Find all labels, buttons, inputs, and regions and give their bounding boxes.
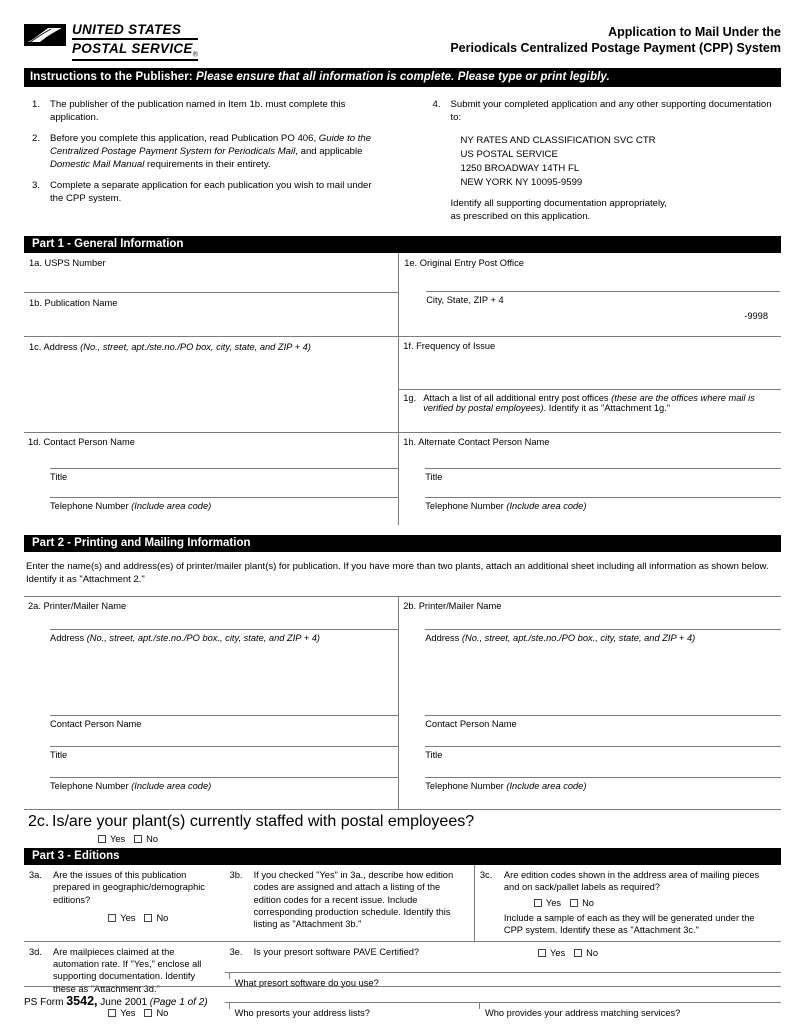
footer-prefix: PS Form bbox=[24, 997, 67, 1008]
field-2c-yes-no[interactable] bbox=[24, 831, 781, 848]
field-3a-geographic-editions[interactable] bbox=[24, 865, 225, 941]
instruction-1-number: 1. bbox=[31, 99, 40, 111]
field-3e-yes-no-cell[interactable] bbox=[475, 942, 781, 960]
instruction-3-text: Complete a separate application for each publication you wish to mail under the CPP system. bbox=[50, 179, 372, 204]
field-3a-number: 3a. bbox=[29, 869, 42, 880]
field-3b-text: If you checked "Yes" in 3a., describe how edition codes are assigned and attach a listing of the edition codes for a recent issue. Include corresponding production schedule. Identify this listing as "Attachment 3b." bbox=[253, 869, 454, 930]
field-2b-contact-label[interactable]: Contact Person Name bbox=[425, 718, 517, 729]
field-1f-1g-group bbox=[399, 337, 781, 433]
field-3b-row bbox=[226, 866, 473, 931]
field-1d-title-label[interactable]: Title bbox=[50, 472, 68, 483]
field-2c-row bbox=[24, 810, 781, 831]
field-3e-yes-label: Yes bbox=[549, 947, 566, 958]
field-1d-phone-label[interactable]: Telephone Number (Include area code) bbox=[50, 501, 212, 512]
field-2b-phone-label[interactable]: Telephone Number (Include area code) bbox=[425, 780, 587, 791]
form-title-line-2: Periodicals Centralized Postage Payment (CPP) System bbox=[450, 41, 781, 55]
field-3e-no-checkbox[interactable] bbox=[574, 949, 582, 957]
instructions-banner bbox=[24, 68, 781, 87]
instruction-4-text: Submit your completed application and any other supporting documentation to: bbox=[450, 99, 772, 124]
field-2b-title-label[interactable]: Title bbox=[425, 749, 443, 760]
field-2c-yes-checkbox[interactable] bbox=[98, 835, 106, 843]
identify-note bbox=[451, 198, 782, 224]
field-3d-no-label: No bbox=[156, 1008, 169, 1019]
part2-table bbox=[24, 596, 781, 809]
field-2a-label: 2a. Printer/Mailer Name bbox=[28, 600, 127, 611]
page-header bbox=[24, 22, 781, 61]
field-3c-yes-checkbox[interactable] bbox=[534, 899, 542, 907]
field-3d-no-checkbox[interactable] bbox=[144, 1009, 152, 1017]
instruction-item-1 bbox=[24, 99, 381, 125]
field-3a-no-checkbox[interactable] bbox=[144, 914, 152, 922]
instruction-item-4 bbox=[425, 99, 782, 125]
field-1h-alternate-contact-person[interactable] bbox=[399, 433, 781, 526]
field-2c-no-checkbox[interactable] bbox=[134, 835, 142, 843]
field-1a-usps-number[interactable] bbox=[24, 253, 399, 293]
field-3e-presorter-label: Who presorts your address lists? bbox=[234, 1007, 370, 1018]
usps-eagle-icon bbox=[24, 23, 66, 49]
instructions-banner-emphasis: Please ensure that all information is complete. Please type or print legibly. bbox=[196, 71, 610, 84]
field-3d-yes-checkbox[interactable] bbox=[108, 1009, 116, 1017]
field-3a-yes-no[interactable] bbox=[25, 906, 224, 924]
field-1d-label: 1d. Contact Person Name bbox=[28, 437, 135, 448]
submission-address bbox=[461, 134, 782, 190]
field-2a-title-label[interactable]: Title bbox=[50, 749, 68, 760]
field-3c-no-label: No bbox=[582, 897, 594, 908]
field-3a-yes-label: Yes bbox=[120, 912, 136, 923]
identify-note-line-1: Identify all supporting documentation appropriately, bbox=[450, 197, 667, 209]
form-title-line-1: Application to Mail Under the bbox=[608, 25, 781, 39]
address-line-2: US POSTAL SERVICE bbox=[460, 148, 558, 160]
field-3c-note: Include a sample of each as they will be generated under the CPP system. Identify these as "Attachment 3c." bbox=[503, 912, 755, 936]
instructions-right-column bbox=[403, 99, 782, 223]
part1-table bbox=[24, 253, 781, 526]
field-1a-label: 1a. USPS Number bbox=[29, 257, 106, 268]
instruction-2-number: 2. bbox=[31, 133, 40, 145]
field-3e-yes-no[interactable] bbox=[476, 943, 780, 959]
field-2c-yes-label: Yes bbox=[110, 833, 126, 844]
footer-date: June 2001 bbox=[97, 997, 150, 1008]
usps-logo bbox=[24, 22, 198, 61]
field-2b-label: 2b. Printer/Mailer Name bbox=[403, 600, 502, 611]
field-3a-row bbox=[25, 866, 224, 906]
part2-intro-text: Enter the name(s) and address(es) of printer/mailer plant(s) for publication. If you have more than two plants, attach an additional sheet including all information as shown below. Identify it as "Attachment 2." bbox=[26, 561, 769, 586]
address-line-1: NY RATES AND CLASSIFICATION SVC CTR bbox=[460, 135, 656, 147]
form-footer bbox=[24, 986, 781, 1008]
field-3e-matching-label: Who provides your address matching services? bbox=[484, 1007, 681, 1018]
field-3c-text: Are edition codes shown in the address area of mailing pieces and on sack/pallet labels as required? bbox=[503, 869, 760, 893]
field-3c-number: 3c. bbox=[479, 869, 493, 880]
field-2b-printer-mailer[interactable] bbox=[399, 596, 781, 809]
field-1e-zip-suffix: -9998 bbox=[744, 310, 768, 321]
field-3e-number: 3e. bbox=[229, 946, 243, 957]
field-2c-postal-employees[interactable] bbox=[24, 809, 781, 848]
field-1c-address[interactable] bbox=[24, 337, 399, 433]
footer-page: (Page 1 of 2) bbox=[149, 997, 208, 1008]
field-1g-number: 1g. bbox=[403, 393, 417, 404]
field-3b-edition-codes-description[interactable] bbox=[225, 865, 475, 941]
field-2a-contact-label[interactable]: Contact Person Name bbox=[50, 718, 142, 729]
field-1b-publication-name[interactable] bbox=[24, 293, 399, 337]
field-3a-no-label: No bbox=[156, 912, 169, 923]
field-1b-label: 1b. Publication Name bbox=[29, 298, 118, 309]
field-1e-city-label: City, State, ZIP + 4 bbox=[426, 294, 504, 305]
logo-line-1: UNITED STATES bbox=[72, 23, 198, 40]
form-title bbox=[450, 22, 781, 56]
field-1h-phone-label[interactable]: Telephone Number (Include area code) bbox=[425, 501, 587, 512]
field-3a-yes-checkbox[interactable] bbox=[108, 914, 116, 922]
field-3e-software-label: What presort software do you use? bbox=[234, 977, 379, 988]
field-3c-yes-no[interactable] bbox=[476, 894, 780, 911]
instructions-section bbox=[24, 99, 781, 223]
field-2a-phone-label[interactable]: Telephone Number (Include area code) bbox=[50, 780, 212, 791]
field-3e-pave-certified[interactable] bbox=[225, 942, 475, 960]
field-3d-yes-label: Yes bbox=[120, 1008, 136, 1019]
field-1g-text: Attach a list of all additional entry post offices (these are the offices where mail is verified by postal employees). Identify it as "Attachment 1g." bbox=[423, 393, 755, 414]
instruction-1-text: The publisher of the publication named in Item 1b. must complete this application. bbox=[50, 99, 346, 124]
field-3c-yes-label: Yes bbox=[545, 897, 562, 908]
footer-form-number: 3542, bbox=[66, 994, 98, 1008]
part2-header: Part 2 - Printing and Mailing Information bbox=[24, 535, 781, 552]
field-1g-row bbox=[399, 390, 781, 413]
field-3e-text: Is your presort software PAVE Certified? bbox=[253, 946, 420, 957]
field-2a-printer-mailer[interactable] bbox=[24, 596, 399, 809]
address-line-4: NEW YORK NY 10095-9599 bbox=[460, 176, 583, 188]
field-2b-address-label[interactable]: Address (No., street, apt./ste.no./PO box., city, state, and ZIP + 4) bbox=[425, 632, 696, 643]
part3-table bbox=[24, 865, 781, 1036]
field-3c-edition-codes-shown[interactable] bbox=[474, 865, 781, 941]
instruction-4-number: 4. bbox=[432, 99, 441, 111]
instruction-item-2 bbox=[24, 133, 381, 172]
instruction-2-text: Before you complete this application, read Publication PO 406, Guide to the Centralized Postage Payment System for Periodicals Mail, and applicable Domestic Mail Manual requirements in their entirety. bbox=[50, 133, 372, 170]
instruction-item-3 bbox=[24, 180, 381, 206]
identify-note-line-2: as prescribed on this application. bbox=[450, 210, 591, 222]
field-1d-contact-person[interactable] bbox=[24, 433, 399, 526]
field-3d-number: 3d. bbox=[29, 946, 42, 957]
instructions-banner-lead: Instructions to the Publisher: bbox=[30, 71, 193, 84]
field-3d-text: Are mailpieces claimed at the automation rate. If "Yes," enclose all supporting documentation. Identify these as "Attachment 3d." bbox=[53, 946, 202, 994]
field-3e-yes-checkbox[interactable] bbox=[538, 949, 546, 957]
field-1c-label: 1c. Address (No., street, apt./ste.no./PO box, city, state, and ZIP + 4) bbox=[29, 342, 311, 353]
field-3c-no-checkbox[interactable] bbox=[570, 899, 578, 907]
instruction-3-number: 3. bbox=[31, 179, 40, 191]
field-2c-no-label: No bbox=[146, 833, 159, 844]
field-2a-address-label[interactable]: Address (No., street, apt./ste.no./PO box., city, state, and ZIP + 4) bbox=[50, 632, 321, 643]
field-1e-original-entry-post-office[interactable] bbox=[399, 253, 781, 337]
field-1e-label: 1e. Original Entry Post Office bbox=[404, 257, 524, 268]
field-3c-row bbox=[476, 866, 780, 894]
field-1g-additional-entry-offices[interactable] bbox=[399, 389, 781, 432]
address-line-3: 1250 BROADWAY 14TH FL bbox=[460, 162, 580, 174]
field-3e-no-label: No bbox=[586, 947, 599, 958]
field-1f-frequency-of-issue[interactable] bbox=[399, 337, 781, 389]
part1-header: Part 1 - General Information bbox=[24, 236, 781, 253]
field-2c-text: Is/are your plant(s) currently staffed with postal employees? bbox=[52, 812, 475, 830]
field-2c-number: 2c. bbox=[28, 812, 50, 830]
field-3a-text: Are the issues of this publication prepared in geographic/demographic editions? bbox=[53, 869, 205, 905]
field-1h-label: 1h. Alternate Contact Person Name bbox=[403, 437, 550, 448]
field-3b-number: 3b. bbox=[229, 869, 243, 880]
logo-line-2: POSTAL $SERVICE_®$ bbox=[72, 42, 198, 62]
field-1f-label: 1f. Frequency of Issue bbox=[403, 341, 496, 352]
field-3e-row bbox=[226, 943, 474, 958]
field-1h-title-label[interactable]: Title bbox=[425, 472, 443, 483]
part3-header: Part 3 - Editions bbox=[24, 848, 781, 865]
instructions-left-column bbox=[24, 99, 403, 223]
